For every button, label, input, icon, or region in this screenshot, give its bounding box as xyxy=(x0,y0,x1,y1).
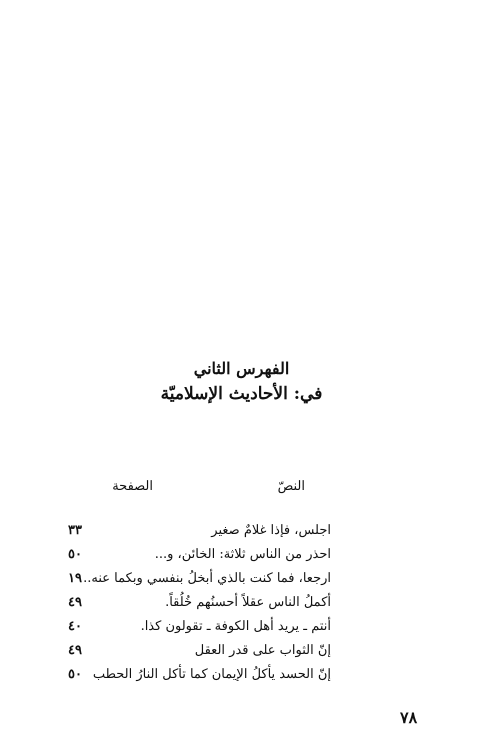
entry-page: ٥٠ xyxy=(68,667,82,682)
column-headers xyxy=(0,479,483,499)
index-title-line1: الفهرس الثاني xyxy=(193,359,290,378)
entry-page: ٤٩ xyxy=(68,595,82,610)
page-number: ٧٨ xyxy=(400,708,418,727)
entry-page: ٤٠ xyxy=(68,619,82,634)
index-entry xyxy=(0,615,483,639)
entry-text: أنتم ـ يريد أهل الكوفة ـ تقولون كذا. xyxy=(140,619,331,634)
entry-text: إنّ الحسد يأكلُ الإيمان كما تأكل النارُ الحطب xyxy=(92,667,331,682)
index-entries xyxy=(0,519,483,687)
entry-text: إنّ الثواب على قدر العقل xyxy=(194,643,331,658)
entry-page: ٣٣ xyxy=(68,523,82,538)
index-entry xyxy=(0,663,483,687)
index-title-line2: في: الأحاديث الإسلاميّة xyxy=(160,384,323,404)
header-page: الصفحة xyxy=(112,479,153,494)
header-text: النصّ xyxy=(277,479,305,494)
index-entry xyxy=(0,543,483,567)
entry-text: أكملُ الناس عقلاً أحسنُهم خُلُقاً. xyxy=(165,595,331,610)
entry-text: احذر من الناس ثلاثة: الخائن، و... xyxy=(154,547,331,562)
index-title xyxy=(0,357,483,407)
index-entry xyxy=(0,639,483,663)
entry-page: ٥٠ xyxy=(68,547,82,562)
index-entry xyxy=(0,519,483,543)
entry-page: ١٩ xyxy=(68,571,82,586)
entry-page: ٤٩ xyxy=(68,643,82,658)
entry-text: اجلس، فإذا غلامٌ صغير xyxy=(211,523,331,538)
index-entry xyxy=(0,591,483,615)
index-entry xyxy=(0,567,483,591)
entry-text: ارجعا، فما كنت بالذي أبخلُ بنفسي وبكما عنه.. xyxy=(83,571,331,586)
